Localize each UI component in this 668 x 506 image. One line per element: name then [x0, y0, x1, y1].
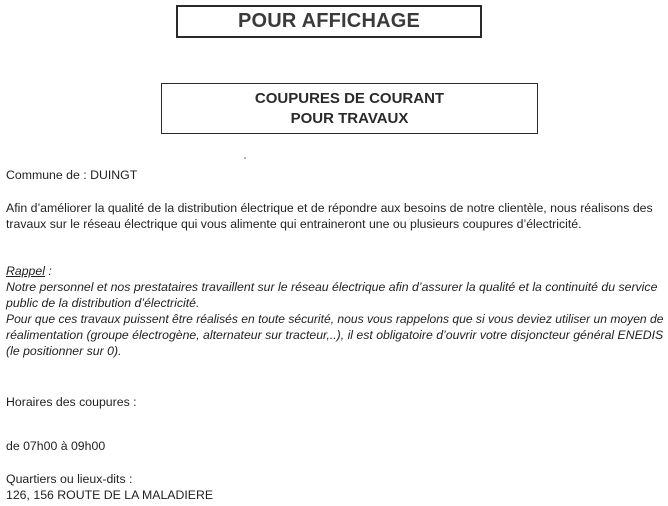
- rappel-line-2: public de la distribution d’électricité.: [6, 296, 200, 310]
- rappel-heading: [6, 263, 52, 279]
- title-line-1: COUPURES DE COURANT: [254, 89, 445, 107]
- rappel-line-4: réalimentation (groupe électrogène, alternateur sur tracteur,..), il est obligatoire d’ouvrir votre disjoncteur général ENEDIS: [6, 328, 664, 342]
- quartiers-label: Quartiers ou lieux-dits :: [6, 472, 133, 486]
- title-box: [161, 83, 538, 134]
- rappel-label-suffix: :: [44, 264, 52, 278]
- intro-line-2: travaux sur le réseau électrique qui vous alimente qui entraineront une ou plusieurs coupures d’électricité.: [6, 217, 582, 231]
- horaires-label: Horaires des coupures :: [6, 395, 137, 409]
- pour-affichage-box: [176, 5, 482, 38]
- rappel-line-3: Pour que ces travaux puissent être réalisés en toute sécurité, nous vous rappelons que si vous deviez utiliser un moyen de: [6, 312, 664, 326]
- horaires-value: de 07h00 à 09h00: [6, 439, 106, 453]
- intro-line-1: Afin d’améliorer la qualité de la distribution électrique et de répondre aux besoins de notre clientèle, nous réalisons des: [6, 201, 653, 215]
- quartiers-value: 126, 156 ROUTE DE LA MALADIERE: [6, 488, 214, 502]
- title-line-2: POUR TRAVAUX: [290, 109, 409, 127]
- rappel-line-5: (le positionner sur 0).: [6, 344, 122, 358]
- pour-affichage-heading: POUR AFFICHAGE: [237, 10, 421, 32]
- commune-line: Commune de : DUINGT: [6, 168, 138, 182]
- rappel-label: Rappel: [6, 264, 45, 278]
- rappel-line-1: Notre personnel et nos prestataires travaillent sur le réseau électrique afin d’assurer la qualité et la continuité du service: [6, 280, 658, 294]
- scan-speck: [244, 157, 246, 159]
